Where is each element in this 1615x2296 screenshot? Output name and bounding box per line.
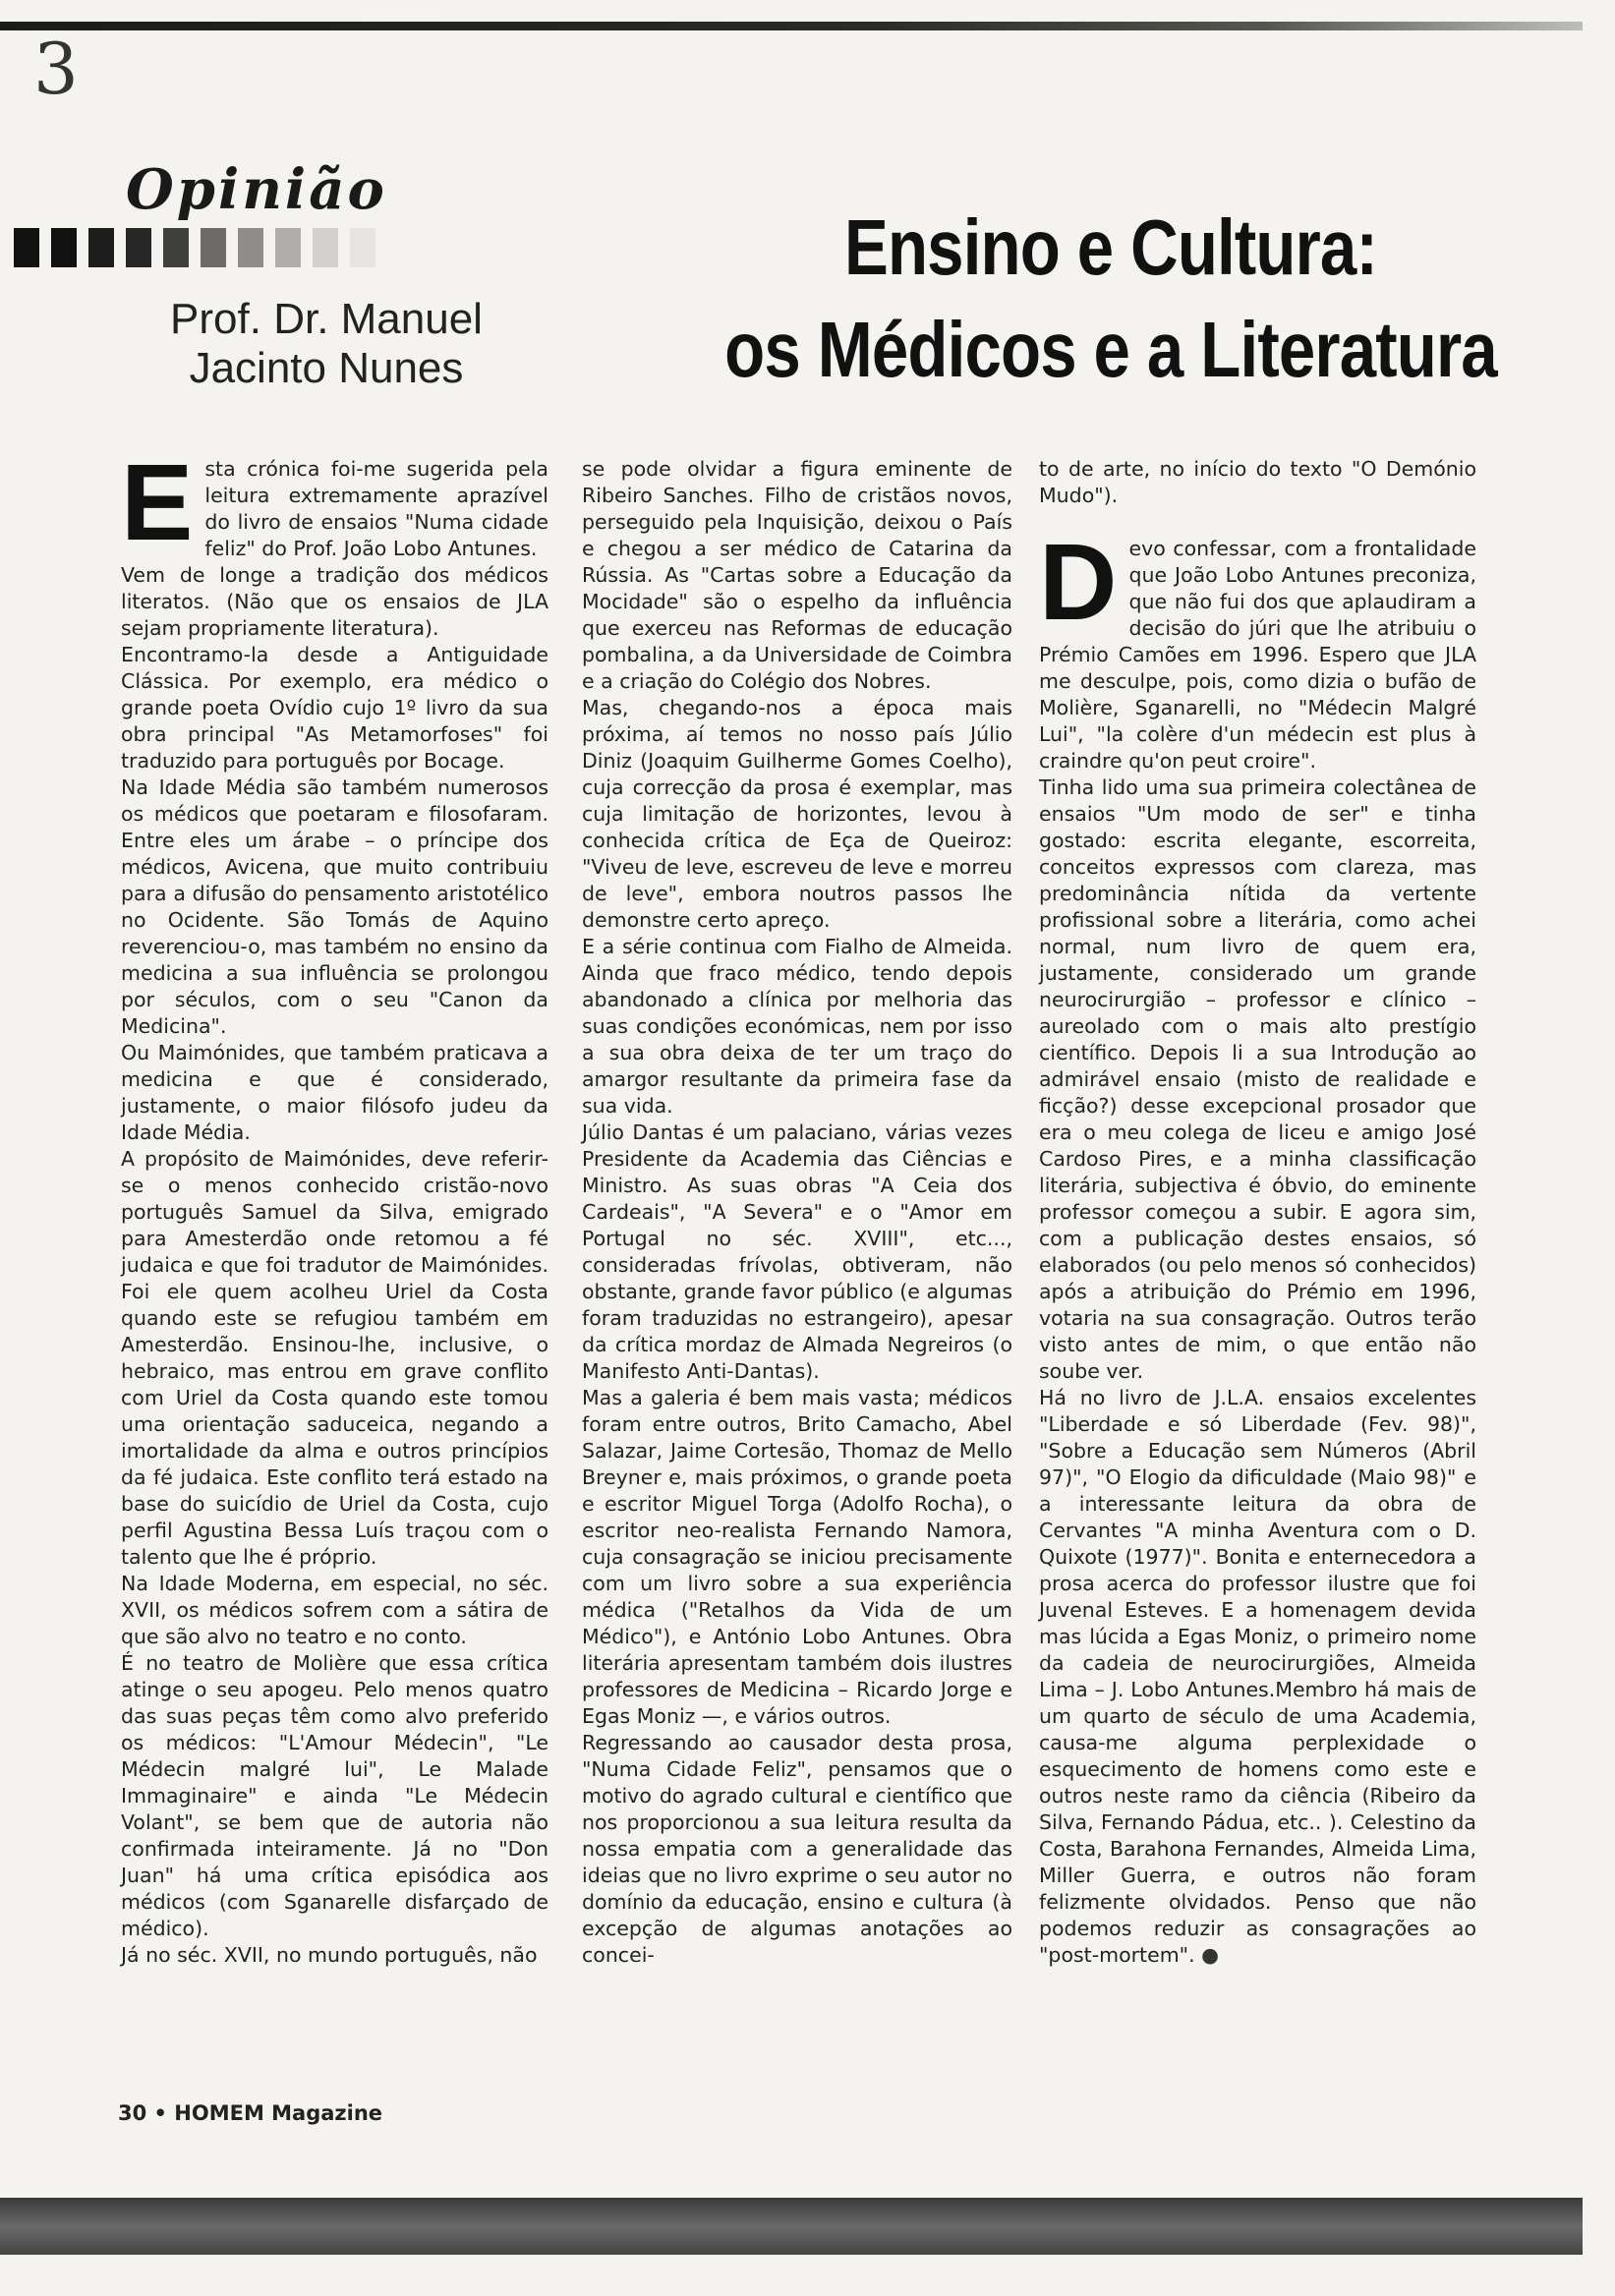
paragraph: Encontramo-la desde a Antiguidade Clássica. Por exemplo, era médico o grande poeta Ovídio cujo 1º livro da sua obra principal "As Metamorfoses" foi traduzido para português por Bocage. — [121, 643, 548, 773]
paragraph: Devo confessar, com a frontalidade que João Lobo Antunes preconiza, que não fui dos que aplaudiram a decisão do júri que lhe atribuiu o Prémio Camões em 1996. Espero que JLA me desculpe, pois, como dizia o bufão de Molière, Sganarelli, no "Médecin Malgré Lui", "la colère d'un médecin est plus à craindre qu'on peut croire". — [1039, 522, 1476, 773]
paragraph: se pode olvidar a figura eminente de Ribeiro Sanches. Filho de cristãos novos, perseguido pela Inquisição, deixou o País e chegou a ser médico de Catarina da Rússia. As "Cartas sobre a Educação da Mocidade" são o espelho da influência que exerceu nas Reformas de educação pombalina, a da Universidade de Coimbra e a criação do Colégio dos Nobres. — [582, 457, 1012, 693]
article-column-3 — [1039, 456, 1476, 1969]
paragraph: É no teatro de Molière que essa crítica atinge o seu apogeu. Pelo menos quatro das suas peças têm como alvo preferido os médicos: "L'Amour Médecin", "Le Médecin malgré lui", Le Malade Immaginaire" e ainda "Le Médecin Volant", se bem que de autoria não confirmada inteiramente. Já no "Don Juan" há uma crítica episódica aos médicos (com Sganarelle disfarçado de médico). — [121, 1651, 548, 1940]
paragraph: Ou Maimónides, que também praticava a medicina e que é considerado, justamente, o maior filósofo judeu da Idade Média. — [121, 1041, 548, 1144]
paragraph: Na Idade Moderna, em especial, no séc. XVII, os médicos sofrem com a sátira de que são alvo no teatro e no conto. — [121, 1572, 548, 1648]
end-of-article-mark: ● — [1201, 1943, 1220, 1967]
top-rule — [0, 22, 1583, 30]
author-line-2: Jacinto Nunes — [189, 344, 464, 392]
article-column-1 — [121, 442, 548, 1969]
paragraph: A propósito de Maimónides, deve referir-se o menos conhecido cristão-novo português Samuel da Silva, emigrado para Amesterdão onde retomou a fé judaica e que foi tradutor de Maimónides. Foi ele quem acolheu Uriel da Costa quando este se refugiou também em Amesterdão. Ensinou-lhe, inclusive, o hebraico, mas entrou em grave conflito com Uriel da Costa quando este tomou uma orientação saduceica, negando a imortalidade da alma e outros princípios da fé judaica. Este conflito terá estado na base do suicídio de Uriel da Costa, cujo perfil Agustina Bessa Luís traçou com o talento que lhe é próprio. — [121, 1147, 548, 1569]
page-footer: 30 • HOMEM Magazine — [118, 2101, 383, 2125]
paragraph: Há no livro de J.L.A. ensaios excelentes "Liberdade e só Liberdade (Fev. 98)", "Sobre a Educação sem Números (Abril 97)", "O Elogio da dificuldade (Maio 98)" e a interessante leitura da obra de Cervantes "A minha Aventura com o D. Quixote (1977)". Bonita e enternecedora a prosa acerca do professor ilustre que foi Juvenal Esteves. E a homenagem devida mas lúcida a Egas Moniz, o primeiro nome da cadeia de neurocirurgiões, Almeida Lima – J. Lobo Antunes.Membro há mais de um quarto de século de uma Academia, causa-me alguma perplexidade o esquecimento de homens como este e outros neste ramo da ciência (Ribeiro da Silva, Fernando Pádua, etc.. ). Celestino da Costa, Barahona Fernandes, Almeida Lima, Miller Guerra, e outros não foram felizmente olvidados. Penso que não podemos reduzir as consagrações ao "post-mortem". ● — [1039, 1386, 1476, 1967]
paragraph: Mas, chegando-nos a época mais próxima, aí temos no nosso país Júlio Diniz (Joaquim Guilherme Gomes Coelho), cuja correcção da prosa é exemplar, mas cuja limitação de horizontes, levou à conhecida crítica de Eça de Queiroz: "Viveu de leve, escreveu de leve e morreu de leve", embora noutros passos lhe demonstre certo apreço. — [582, 696, 1012, 932]
title-line-1: Ensino e Cultura: — [843, 203, 1378, 291]
bottom-scan-band — [0, 2198, 1583, 2255]
paragraph: E a série continua com Fialho de Almeida. Ainda que fraco médico, tendo depois abandonado a clínica por melhoria das suas condições económicas, nem por isso a sua obra deixa de ter um traço do amargor resultante da primeira fase da sua vida. — [582, 935, 1012, 1118]
paragraph: Já no séc. XVII, no mundo português, não — [121, 1943, 538, 1967]
paragraph: Regressando ao causador desta prosa, "Numa Cidade Feliz", pensamos que o motivo do agrado cultural e científico que nos proporcionou a sua leitura resulta da nossa empatia com a generalidade das ideias que no livro exprime o seu autor no domínio da educação, ensino e cultura (à excepção de algumas anotações ao concei- — [582, 1731, 1012, 1967]
section-label: Opinião — [126, 157, 387, 222]
article-column-2 — [582, 456, 1012, 1969]
paragraph: Vem de longe a tradição dos médicos literatos. (Não que os ensaios de JLA sejam propriamente literatura). — [121, 563, 548, 640]
paragraph: Mas a galeria é bem mais vasta; médicos foram entre outros, Brito Camacho, Abel Salazar, Jaime Cortesão, Thomaz de Mello Breyner e, mais próximos, o grande poeta e escritor Miguel Torga (Adolfo Rocha), o escritor neo-realista Fernando Namora, cuja consagração se iniciou precisamente com um livro sobre a sua experiência médica ("Retalhos da Vida de um Médico"), e António Lobo Antunes. Obra literária apresentam também dois ilustres professores de Medicina – Ricardo Jorge e Egas Moniz —, e vários outros. — [582, 1386, 1012, 1728]
handwritten-page-number: 3 — [33, 28, 79, 110]
article-title — [715, 197, 1507, 401]
paragraph: to de arte, no início do texto "O Demónio Mudo"). — [1039, 457, 1476, 507]
drop-cap: E — [121, 442, 194, 563]
paragraph: Esta crónica foi-me sugerida pela leitura extremamente aprazível do livro de ensaios "Numa cidade feliz" do Prof. João Lobo Antunes. — [121, 442, 548, 563]
paragraph: Na Idade Média são também numerosos os médicos que poetaram e filosofaram. Entre eles um árabe – o príncipe dos médicos, Avicena, que muito contribuiu para a difusão do pensamento aristotélico no Ocidente. São Tomás de Aquino reverenciou-o, mas também no ensino da medicina a sua influência se prolongou por séculos, com o seu "Canon da Medicina". — [121, 775, 548, 1038]
title-line-2: os Médicos e a Literatura — [724, 306, 1497, 393]
author-byline — [120, 295, 533, 393]
paragraph: Júlio Dantas é um palaciano, várias vezes Presidente da Academia das Ciências e Ministro. As suas obras "A Ceia dos Cardeais", "A Severa" e o "Amor em Portugal no séc. XVIII", etc..., consideradas frívolas, obtiveram, não obstante, grande favor público (e algumas foram traduzidas no estrangeiro), apesar da crítica mordaz de Almada Negreiros (o Manifesto Anti-Dantas). — [582, 1120, 1012, 1383]
author-line-1: Prof. Dr. Manuel — [170, 295, 483, 343]
paragraph: Tinha lido uma sua primeira colectânea de ensaios "Um modo de ser" e tinha gostado: escrita elegante, escorreita, conceitos expressos com clareza, mas predominância nítida da vertente profissional sobre a literária, como achei normal, num livro de quem era, justamente, considerado um grande neurocirurgião – professor e clínico – aureolado com o mais alto prestígio científico. Depois li a sua Introdução ao admirável ensaio (misto de realidade e ficção?) desse excepcional prosador que era o meu colega de liceu e amigo José Cardoso Pires, e a minha classificação literária, subjectiva é óbvio, do eminente professor começou a subir. E agora sim, com a publicação destes ensaios, só elaborados (ou pelo menos só conhecidos) após a atribuição do Prémio em 1996, votaria na sua consagração. Outros terão visto antes de mim, o que então não soube ver. — [1039, 775, 1476, 1383]
drop-cap: D — [1039, 522, 1118, 643]
